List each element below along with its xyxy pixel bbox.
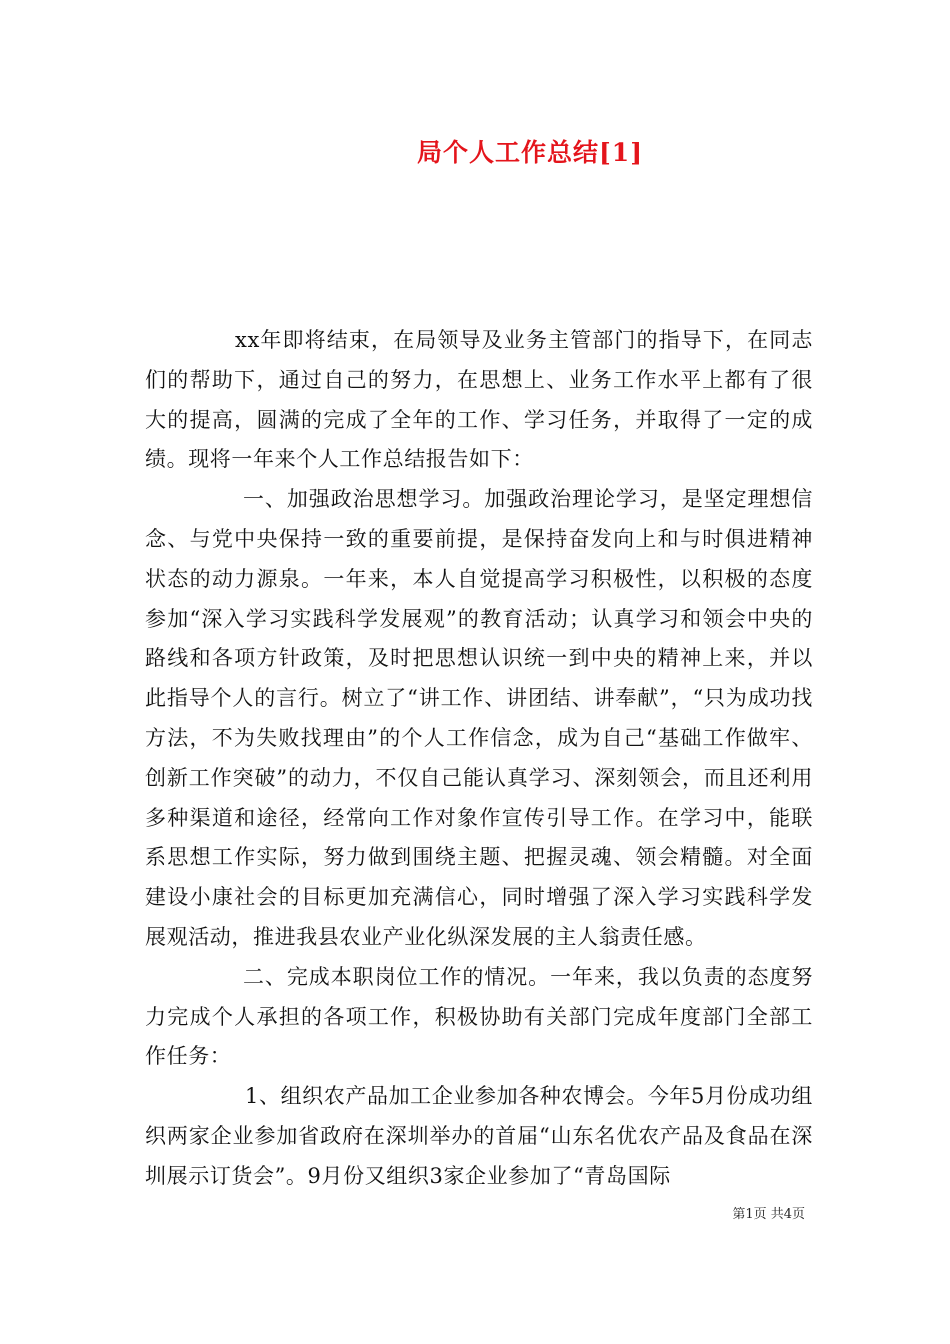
document-body	[145, 321, 813, 1197]
item-one-paragraph: 1、组织农产品加工企业参加各种农博会。今年5月份成功组织两家企业参加省政府在深圳举办的首届“山东名优农产品及食品在深圳展示订货会”。9月份又组织3家企业参加了“青岛国际	[145, 1084, 813, 1188]
intro-paragraph: xx年即将结束，在局领导及业务主管部门的指导下，在同志们的帮助下，通过自己的努力，在思想上、业务工作水平上都有了很大的提高，圆满的完成了全年的工作、学习任务，并取得了一定的成绩。现将一年来个人工作总结报告如下：	[145, 328, 813, 472]
section-one-paragraph: 一、加强政治思想学习。加强政治理论学习，是坚定理想信念、与党中央保持一致的重要前提，是保持奋发向上和与时俱进精神状态的动力源泉。一年来，本人自觉提高学习积极性，以积极的态度参加“深入学习实践科学发展观”的教育活动；认真学习和领会中央的路线和各项方针政策，及时把思想认识统一到中央的精神上来，并以此指导个人的言行。树立了“讲工作、讲团结、讲奉献”，“只为成功找方法，不为失败找理由”的个人工作信念，成为自己“基础工作做牢、创新工作突破”的动力，不仅自己能认真学习、深刻领会，而且还利用多种渠道和途径，经常向工作对象作宣传引导工作。在学习中，能联系思想工作实际，努力做到围绕主题、把握灵魂、领会精髓。对全面建设小康社会的目标更加充满信心，同时增强了深入学习实践科学发展观活动，推进我县农业产业化纵深发展的主人翁责任感。	[145, 487, 813, 949]
section-two-paragraph: 二、完成本职岗位工作的情况。一年来，我以负责的态度努力完成个人承担的各项工作，积极协助有关部门完成年度部门全部工作任务：	[145, 964, 813, 1069]
page-number-footer: 第1页 共4页	[732, 1207, 805, 1222]
document-title: 局个人工作总结[1]	[416, 138, 644, 167]
